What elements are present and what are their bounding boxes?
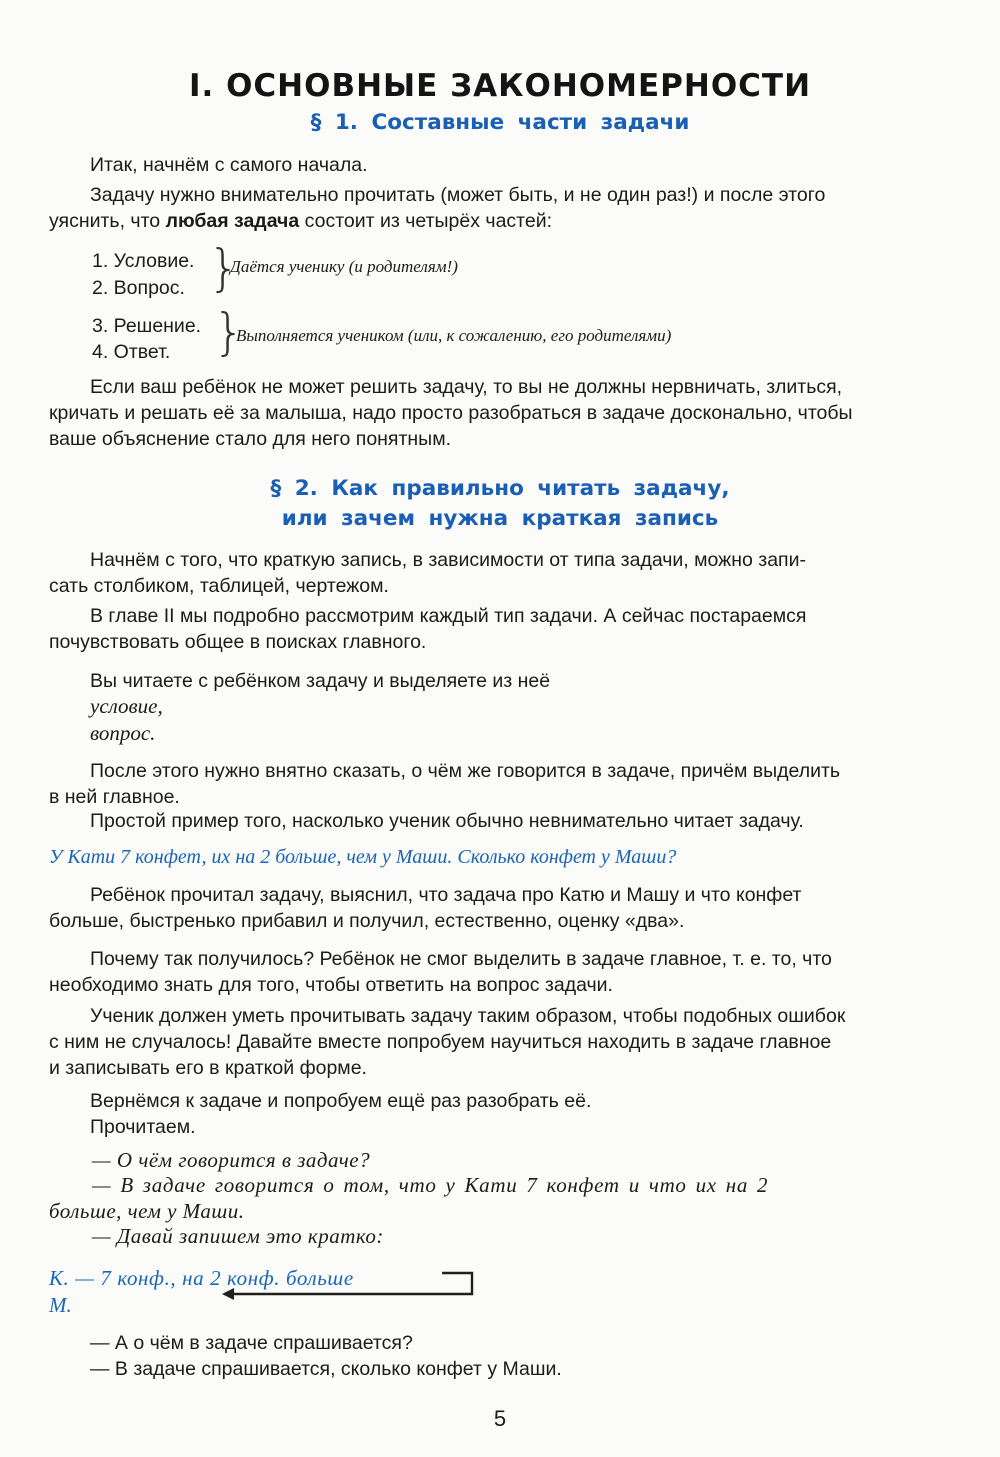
paragraph-line: После этого нужно внятно сказать, о чём же говорится в задаче, причём выделить	[90, 760, 841, 782]
paragraph-line: больше, быстренько прибавил и получил, естественно, оценку «два».	[49, 910, 685, 932]
dialog-line: больше, чем у Маши.	[49, 1199, 245, 1223]
paragraph-line: ваше объяснение стало для него понятным.	[49, 428, 452, 450]
section1-title: § 1. Составные части задачи	[310, 110, 690, 135]
paragraph-line: Ребёнок прочитал задачу, выяснил, что задача про Катю и Машу и что конфет	[90, 884, 802, 906]
short-note-masha: М.	[49, 1293, 72, 1317]
brace-icon: }	[208, 239, 240, 297]
dialog-line: — О чём говорится в задаче?	[92, 1148, 371, 1172]
paragraph-line: почувствовать общее в поисках главного.	[49, 631, 427, 653]
annotation-given: Даётся ученику (и родителям!)	[230, 257, 458, 276]
paragraph-line	[49, 208, 552, 234]
dialog-line: — В задаче спрашивается, сколько конфет у Маши.	[90, 1358, 562, 1380]
chapter-title: I. ОСНОВНЫЕ ЗАКОНОМЕРНОСТИ	[188, 68, 812, 104]
dialog-line: — А о чём в задаче спрашивается?	[90, 1332, 413, 1354]
paragraph-line: Простой пример того, насколько ученик обычно невнимательно читает задачу.	[90, 810, 804, 832]
paragraph-line: сать столбиком, таблицей, чертежом.	[49, 575, 389, 597]
dialog-line: — Давай запишем это кратко:	[92, 1224, 384, 1248]
comparison-arrow-icon	[220, 1268, 480, 1302]
dialog-line: — В задаче говорится о том, что у Кати 7 конфет и что их на 2	[92, 1173, 769, 1197]
paragraph: Итак, начнём с самого начала.	[90, 154, 368, 176]
paragraph-line: Прочитаем.	[90, 1116, 196, 1138]
list-item-solution: 3. Решение.	[92, 315, 202, 337]
paragraph-line: Если ваш ребёнок не может решить задачу, то вы не должны нервничать, злиться,	[90, 376, 843, 398]
bold-term: любая задача	[165, 210, 300, 232]
paragraph-line: кричать и решать её за малыша, надо просто разобраться в задаче досконально, чтобы	[49, 402, 853, 424]
short-note-katya: К. — 7 конф., на 2 конф. больше	[49, 1266, 354, 1290]
paragraph-line: с ним не случалось! Давайте вместе попробуем научиться находить в задаче главное	[49, 1031, 832, 1053]
annotation-performed: Выполняется учеником (или, к сожалению, его родителями)	[236, 326, 672, 345]
brace-icon: }	[213, 303, 245, 361]
section2-title: § 2. Как правильно читать задачу,	[270, 476, 730, 501]
example-problem: У Кати 7 конфет, их на 2 больше, чем у Маши. Сколько конфет у Маши?	[49, 846, 677, 868]
paragraph-line: и записывать его в краткой форме.	[49, 1057, 367, 1079]
italic-term: вопрос.	[90, 721, 156, 745]
text: уяснить, что	[49, 210, 166, 232]
paragraph-line: Начнём с того, что краткую запись, в зависимости от типа задачи, можно запи-	[90, 549, 806, 571]
paragraph-line: Задачу нужно внимательно прочитать (может быть, и не один раз!) и после этого	[90, 184, 826, 206]
italic-term: условие,	[90, 694, 163, 718]
page-number: 5	[493, 1406, 507, 1431]
paragraph-line: Ученик должен уметь прочитывать задачу таким образом, чтобы подобных ошибок	[90, 1005, 846, 1027]
list-item-question: 2. Вопрос.	[92, 277, 185, 299]
list-item-condition: 1. Условие.	[92, 250, 195, 272]
paragraph-line: Вы читаете с ребёнком задачу и выделяете из неё	[90, 670, 551, 692]
paragraph-line: В главе II мы подробно рассмотрим каждый тип задачи. А сейчас постараемся	[90, 605, 807, 627]
paragraph-line: необходимо знать для того, чтобы ответить на вопрос задачи.	[49, 974, 613, 996]
paragraph-line: Вернёмся к задаче и попробуем ещё раз разобрать её.	[90, 1090, 592, 1112]
text: состоит из четырёх частей:	[299, 210, 553, 232]
section2-subtitle: или зачем нужна краткая запись	[281, 506, 719, 531]
list-item-answer: 4. Ответ.	[92, 341, 171, 363]
paragraph-line: Почему так получилось? Ребёнок не смог выделить в задаче главное, т. е. то, что	[90, 948, 832, 970]
paragraph-line: в ней главное.	[49, 786, 180, 808]
